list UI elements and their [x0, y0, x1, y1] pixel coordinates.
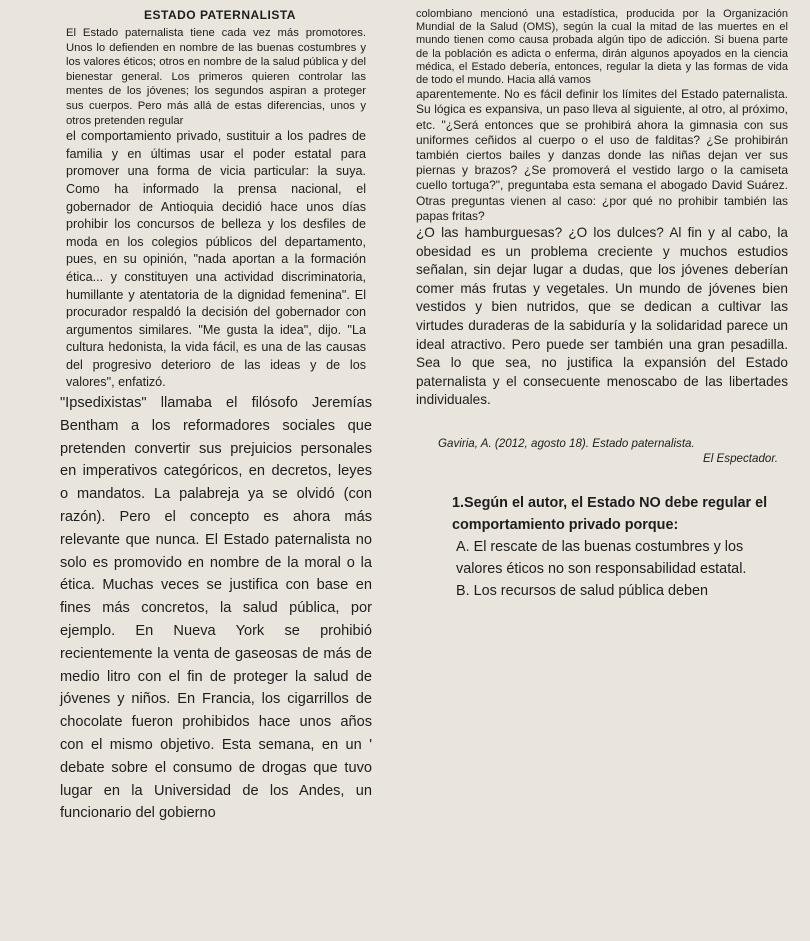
- citation-reference: Gaviria, A. (2012, agosto 18). Estado paternalista.: [438, 436, 695, 450]
- left-paragraph-2: el comportamiento privado, sustituir a los padres de familia y en últimas usar el poder estatal para promover una forma de vicia particular: la suya. Como ha informado la prensa nacional, el gobernador de Antioquia decidió hace unos días prohibir los concursos de belleza y los desfiles de moda en los colegios públicos del departamento, pues, en su opinión, "nada aportan a la formación ética... y constituyen una actividad discriminatoria, humillante y atentatoria de la dignidad femenina". El procurador respaldó la decisión del gobernador con argumentos similares. "Me gusta la idea", dijo. "La cultura hedonista, la vida fácil, es una de las causas del progresivo deterioro de las ideas y de los valores", enfatizó.: [66, 129, 366, 390]
- article-title: ESTADO PATERNALISTA: [144, 8, 296, 22]
- left-column: [60, 8, 372, 825]
- citation: [438, 436, 788, 466]
- citation-source: El Espectador.: [703, 451, 778, 465]
- question-text: 1.Según el autor, el Estado NO debe regular el comportamiento privado porque:: [452, 494, 768, 533]
- answer-options: [456, 536, 788, 602]
- right-paragraph-3: ¿O las hamburguesas? ¿O los dulces? Al fin y al cabo, la obesidad es un problema creciente y muchos estudios señalan, sin dejar lugar a dudas, que los jóvenes deberían comer más frutas y vegetales. Un mundo de jóvenes bien vestidos y bien nutridos, que se dedican a cultivar las virtudes duraderas de la sabiduría y la solidaridad parece un ideal atractivo. Pero puede ser también una gran pesadilla. Sea lo que sea, no justifica la expansión del Estado paternalista y el consecuente menoscabo de las libertades individuales.: [416, 225, 788, 408]
- right-paragraph-1: colombiano mencionó una estadística, producida por la Organización Mundial de la Salud (OMS), según la cual la mitad de las muertes en el mundo tienen como causa probada algún tipo de adicción. Si buena parte de la población es adicta o enferma, dirán algunos apoyados en la ciencia médica, el Estado debería, entonces, regular la dieta y las formas de vida de todo el mundo. Hacia allá vamos: [416, 8, 788, 87]
- option-a[interactable]: A. El rescate de las buenas costumbres y los valores éticos no son responsabilidad estatal.: [456, 538, 747, 577]
- question: [452, 492, 788, 536]
- right-paragraph-2: aparentemente. No es fácil definir los límites del Estado paternalista. Su lógica es expansiva, un paso lleva al siguiente, al otro, al próximo, etc. "¿Será entonces que se prohibirá ahora la gimnasia con sus uniformes ceñidos al cuerpo o el uso de falditas? ¿Se prohibirán también ciertos bailes y danzas donde las niñas dejan ver sus piernas y brazos? ¿Se promoverá el vestido largo o la camiseta cuello tortuga?", preguntaba esta semana el abogado David Suárez. Otras preguntas vienen al caso: ¿por qué no prohibir también las papas fritas?: [416, 87, 788, 223]
- option-b[interactable]: B. Los recursos de salud pública deben: [456, 582, 708, 599]
- left-paragraph-3: "Ipsedixistas" llamaba el filósofo Jeremías Bentham a los reformadores sociales que pretenden convertir sus prejuicios personales en imperativos categóricos, en decretos, leyes o mandatos. La palabreja ya se olvidó (con razón). Pero el concepto es ahora más relevante que nunca. El Estado paternalista no solo es promovido en nombre de la moral o la ética. Muchas veces se justifica con base en fines más concretos, la salud pública, por ejemplo. En Nueva York se prohibió recientemente la venta de gaseosas de más de medio litro con el fin de proteger la salud de jóvenes y niños. En Francia, los cigarrillos de chocolate fueron prohibidos hace unos años con el mismo objetivo. Esta semana, en un ' debate sobre el consumo de drogas que tuvo lugar en la Universidad de los Andes, un funcionario del gobierno: [60, 395, 372, 822]
- left-paragraph-1: El Estado paternalista tiene cada vez más promotores. Unos lo defienden en nombre de las buenas costumbres y los valores éticos; otros en nombre de la salud pública y del bienestar general. Los primeros quieren controlar las mentes de los jóvenes; los segundos aspiran a proteger sus cuerpos. Pero más allá de estas diferencias, unos y otros pretenden regular: [66, 27, 366, 127]
- right-column: [416, 8, 788, 602]
